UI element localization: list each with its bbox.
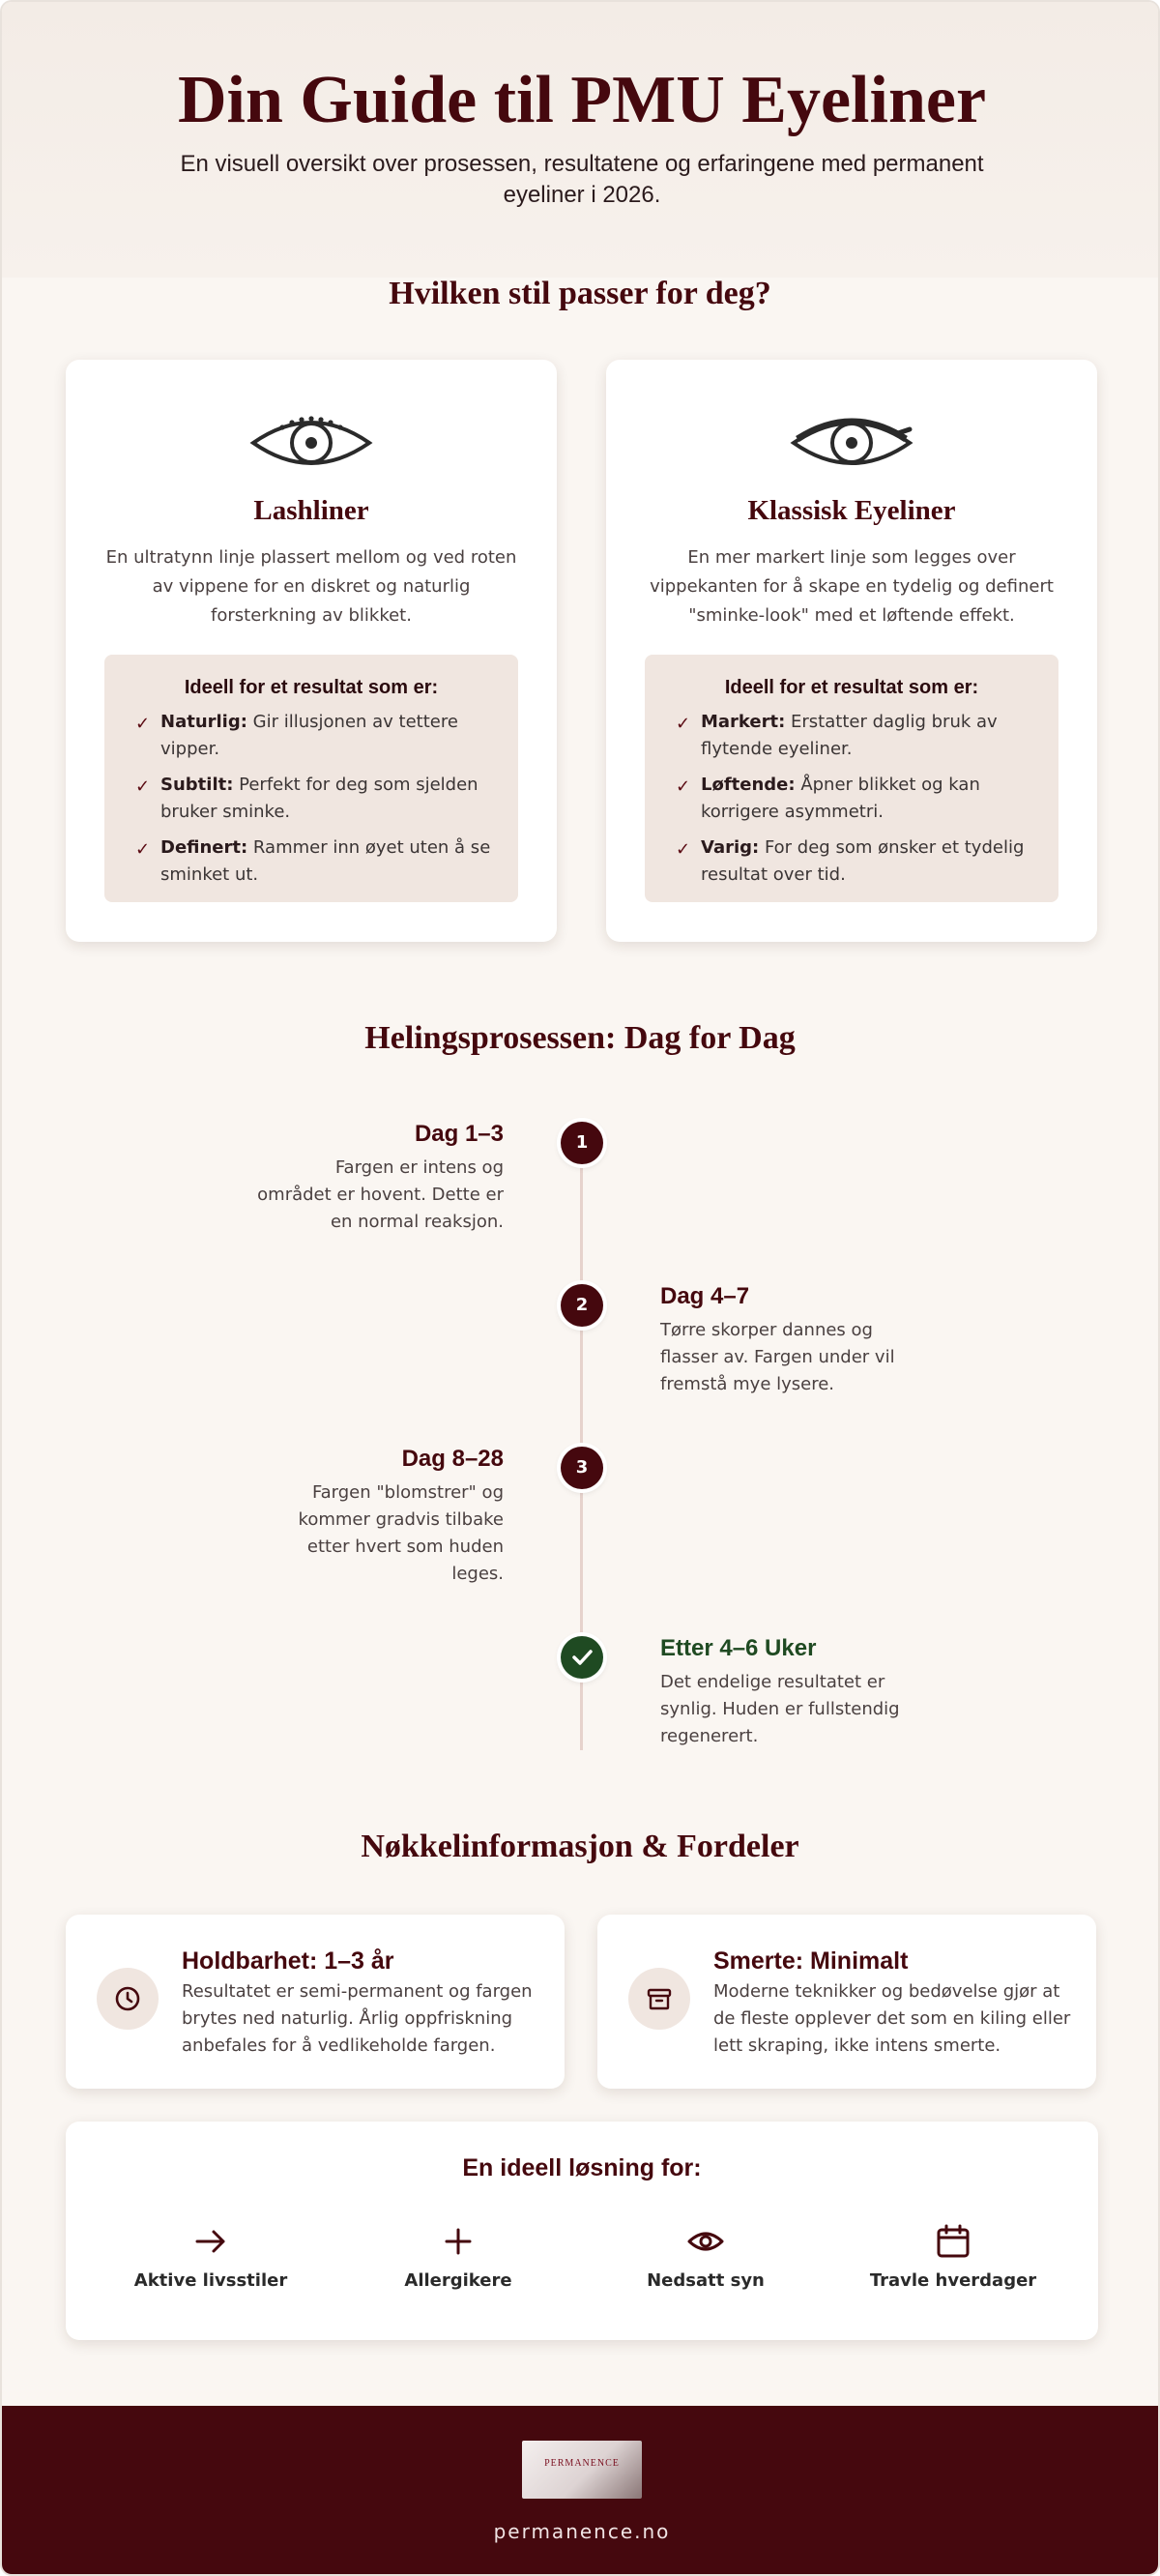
archive-box-icon bbox=[646, 1985, 673, 2012]
item-term: Subtilt: bbox=[160, 775, 234, 795]
list-item bbox=[676, 709, 1035, 763]
item-text: Perfekt for deg som sjelden bruker sminke. bbox=[160, 775, 478, 822]
step-text: Det endelige resultatet er synlig. Huden er fullstendig regenerert. bbox=[660, 1672, 900, 1746]
ideal-box-title: Ideell for et resultat som er: bbox=[724, 677, 979, 698]
step-title: Dag 4–7 bbox=[660, 1283, 750, 1309]
ideal-for-card bbox=[66, 2122, 1098, 2340]
item-text: For deg som ønsker et tydelig resultat over tid. bbox=[701, 837, 1025, 885]
step-text: Fargen er intens og området er hovent. Dette er en normal reaksjon. bbox=[257, 1157, 504, 1232]
clock-icon bbox=[114, 1985, 141, 2012]
style-card-klassisk bbox=[606, 360, 1097, 942]
style-name: Klassisk Eyeliner bbox=[747, 495, 956, 526]
item-term: Løftende: bbox=[701, 775, 796, 795]
ideal-for-item bbox=[590, 2222, 822, 2294]
timeline-step bbox=[257, 1120, 504, 1236]
list-item bbox=[135, 709, 495, 763]
plus-icon bbox=[439, 2222, 478, 2261]
step-marker: 1 bbox=[561, 1122, 603, 1164]
item-text: Gir illusjonen av tettere vipper. bbox=[160, 712, 458, 759]
timeline-step bbox=[660, 1634, 907, 1750]
arrow-right-icon bbox=[191, 2222, 230, 2261]
logo-text: PERMANENCE bbox=[544, 2458, 620, 2469]
calendar-icon bbox=[934, 2222, 972, 2261]
ideal-for-item bbox=[342, 2222, 574, 2294]
style-description: En ultratynn linje plassert mellom og ved roten av vippene for en diskret og naturlig forsterkning av blikket. bbox=[105, 547, 517, 626]
step-title: Etter 4–6 Uker bbox=[660, 1635, 817, 1661]
list-item bbox=[676, 772, 1035, 826]
step-marker: 3 bbox=[561, 1447, 603, 1489]
item-text: Erstatter daglig bruk av flytende eyeliner. bbox=[701, 712, 998, 759]
check-icon: ✓ bbox=[135, 839, 151, 860]
info-title: Holdbarhet: 1–3 år bbox=[182, 1947, 394, 1975]
item-text: Åpner blikket og kan korrigere asymmetri. bbox=[701, 775, 980, 822]
info-card-pain bbox=[597, 1915, 1096, 2089]
info-text: Moderne teknikker og bedøvelse gjør at de fleste opplever det som en kiling eller lett skraping, ikke intens smerte. bbox=[713, 1981, 1071, 2056]
ideal-list bbox=[676, 709, 1035, 897]
hero-section bbox=[2, 2, 1160, 278]
info-title: Smerte: Minimalt bbox=[713, 1947, 909, 1975]
step-title: Dag 8–28 bbox=[401, 1446, 504, 1472]
check-icon: ✓ bbox=[676, 714, 691, 734]
item-term: Naturlig: bbox=[160, 712, 247, 732]
ideal-list bbox=[135, 709, 495, 897]
list-item bbox=[676, 834, 1035, 889]
list-item bbox=[135, 772, 495, 826]
style-description: En mer markert linje som legges over vippekanten for å skape en tydelig og definert "sminke-look" med et løftende effekt. bbox=[650, 547, 1054, 626]
item-term: Varig: bbox=[701, 837, 760, 858]
step-marker: 2 bbox=[561, 1284, 603, 1327]
eye-icon bbox=[686, 2222, 725, 2261]
step-title: Dag 1–3 bbox=[414, 1121, 504, 1147]
ideal-box-title: Ideell for et resultat som er: bbox=[184, 677, 439, 698]
ideal-for-item bbox=[95, 2222, 327, 2294]
ideal-for-label: Allergikere bbox=[404, 2270, 512, 2291]
ideal-for-label: Nedsatt syn bbox=[647, 2270, 765, 2291]
icon-circle bbox=[97, 1968, 159, 2030]
ideal-box bbox=[104, 655, 518, 902]
info-text: Resultatet er semi-permanent og fargen brytes ned naturlig. Årlig oppfriskning anbefales for å vedlikeholde fargen. bbox=[182, 1981, 533, 2056]
ideal-for-label: Aktive livsstiler bbox=[133, 2270, 288, 2291]
ideal-for-title: En ideell løsning for: bbox=[462, 2154, 702, 2181]
step-text: Tørre skorper dannes og flasser av. Fargen under vil fremstå mye lysere. bbox=[660, 1320, 895, 1394]
list-item bbox=[135, 834, 495, 889]
eye-icon bbox=[790, 406, 914, 474]
icon-circle bbox=[628, 1968, 690, 2030]
timeline-step bbox=[257, 1445, 504, 1588]
ideal-box bbox=[645, 655, 1058, 902]
timeline-step bbox=[660, 1282, 907, 1398]
check-icon: ✓ bbox=[135, 776, 151, 797]
style-card-lashliner bbox=[66, 360, 557, 942]
step-marker-complete bbox=[561, 1636, 603, 1679]
step-text: Fargen "blomstrer" og kommer gradvis tilbake etter hvert som huden leges. bbox=[298, 1482, 504, 1584]
info-card-durability bbox=[66, 1915, 565, 2089]
item-term: Definert: bbox=[160, 837, 248, 858]
page-subtitle: En visuell oversikt over prosessen, resultatene og erfaringene med permanent eyeliner i 2026. bbox=[180, 151, 984, 208]
style-name: Lashliner bbox=[253, 495, 369, 526]
ideal-for-item bbox=[837, 2222, 1069, 2294]
styles-section-title: Hvilken stil passer for deg? bbox=[389, 276, 771, 311]
footer-link[interactable]: permanence.no bbox=[493, 2520, 671, 2543]
footer bbox=[2, 2406, 1160, 2576]
healing-section-title: Helingsprosessen: Dag for Dag bbox=[364, 1020, 796, 1056]
check-icon: ✓ bbox=[676, 839, 691, 860]
brand-logo[interactable] bbox=[522, 2441, 642, 2499]
eye-icon bbox=[249, 406, 373, 474]
check-icon bbox=[561, 1636, 603, 1679]
key-info-section-title: Nøkkelinformasjon & Fordeler bbox=[361, 1829, 799, 1864]
page-title: Din Guide til PMU Eyeliner bbox=[177, 63, 987, 137]
check-icon: ✓ bbox=[135, 714, 151, 734]
item-text: Rammer inn øyet uten å se sminket ut. bbox=[160, 837, 491, 885]
ideal-for-label: Travle hverdager bbox=[869, 2270, 1037, 2291]
check-icon: ✓ bbox=[676, 776, 691, 797]
item-term: Markert: bbox=[701, 712, 786, 732]
